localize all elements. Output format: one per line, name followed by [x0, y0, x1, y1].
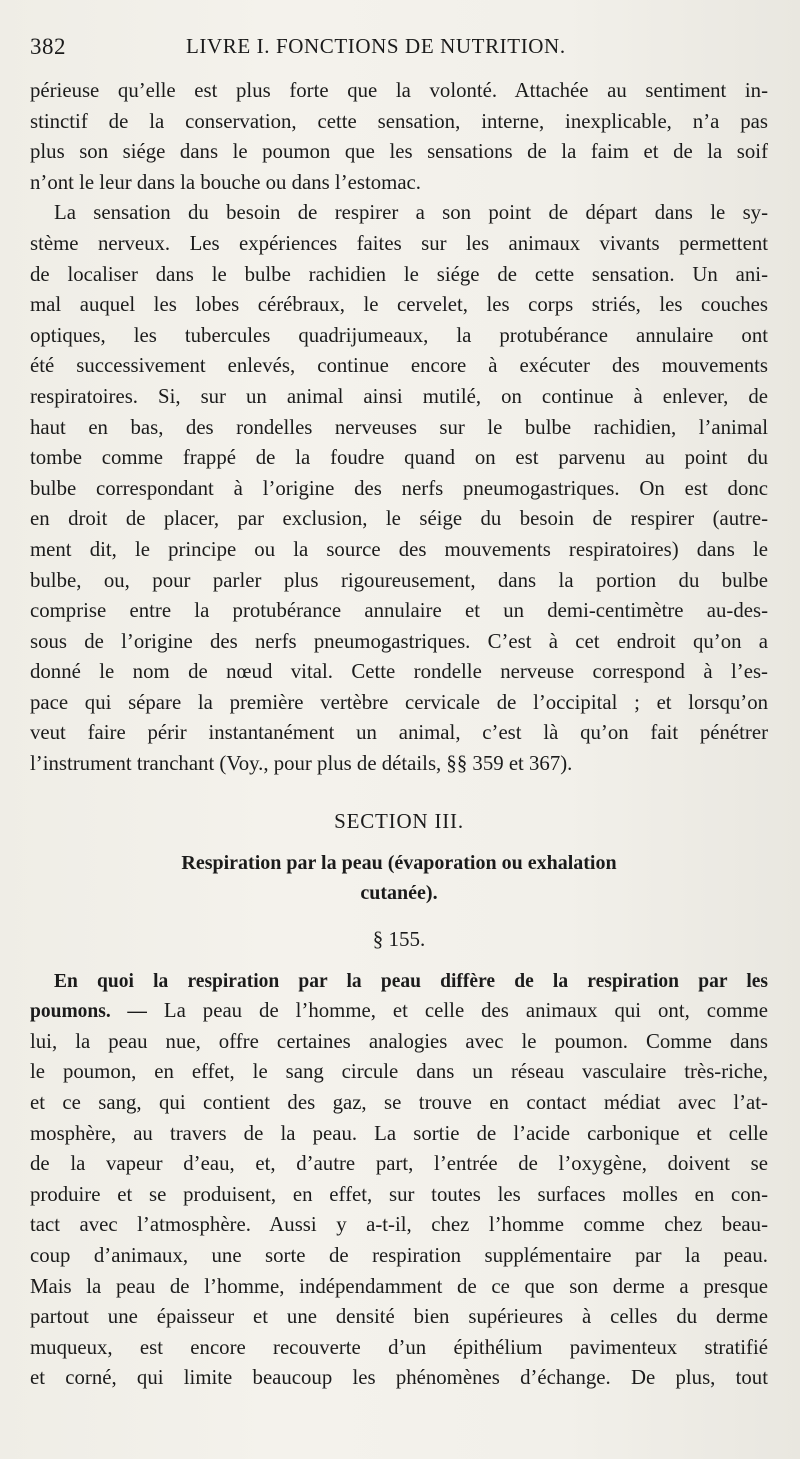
- text-line: haut en bas, des rondelles nerveuses sur le bulbe rachidien, l’animal: [30, 415, 768, 439]
- paragraph-number: § 155.: [372, 926, 426, 951]
- text-line: et ce sang, qui contient des gaz, se trouve en contact médiat avec l’at-: [30, 1091, 768, 1115]
- text-line: Mais la peau de l’homme, indépendamment de ce que son derme a presque: [30, 1274, 768, 1298]
- text-line: veut faire périr instantanément un animal, c’est là qu’on fait pénétrer: [30, 721, 768, 745]
- lead-heading: En quoi la respiration par la peau diffère de la respiration par les: [54, 970, 768, 992]
- text-line: ment dit, le principe ou la source des mouvements respiratoires) dans le: [30, 537, 768, 561]
- text-line: lui, la peau nue, offre certaines analogies avec le poumon. Comme dans: [30, 1029, 768, 1053]
- text-line: [30, 966, 768, 997]
- text-line: optiques, les tubercules quadrijumeaux, la protubérance annulaire ont: [30, 323, 768, 347]
- text-line: et corné, qui limite beaucoup les phénomènes d’échange. De plus, tout: [30, 1366, 768, 1390]
- page-number: 382: [30, 34, 66, 59]
- text-line: mosphère, au travers de la peau. La sortie de l’acide carbonique et celle: [30, 1121, 768, 1145]
- text-line: en droit de placer, par exclusion, le séige du besoin de respirer (autre-: [30, 507, 768, 531]
- section-heading: SECTION III.: [334, 808, 464, 833]
- text-line: respiratoires. Si, sur un animal ainsi mutilé, on continue à enlever, de: [30, 384, 768, 408]
- text-line: l’instrument tranchant (Voy., pour plus de détails, §§ 359 et 367).: [30, 752, 573, 776]
- page-header: [30, 34, 770, 70]
- paragraph-3: [30, 966, 768, 1394]
- text-line: de localiser dans le bulbe rachidien le siége de cette sensation. Un ani-: [30, 262, 768, 286]
- text-line: le poumon, en effet, le sang circule dans un réseau vasculaire très-riche,: [30, 1060, 768, 1084]
- section-title-line-2: cutanée).: [360, 881, 438, 904]
- text-line: stinctif de la conservation, cette sensation, interne, inexplicable, n’a pas: [30, 109, 768, 133]
- text-line: périeuse qu’elle est plus forte que la volonté. Attachée au sentiment in-: [30, 79, 768, 102]
- text-line: mal auquel les lobes cérébraux, le cervelet, les corps striés, les couches: [30, 293, 768, 317]
- text-line: plus son siége dans le poumon que les sensations de la faim et de la soif: [30, 140, 768, 164]
- text-line: été successivement enlevés, continue encore à exécuter des mouvements: [30, 354, 768, 378]
- paragraph-1: [30, 76, 768, 198]
- text-line: La sensation du besoin de respirer a son point de départ dans le sy-: [54, 201, 768, 225]
- text-line: n’ont le leur dans la bouche ou dans l’estomac.: [30, 170, 421, 194]
- text-line: tact avec l’atmosphère. Aussi y a-t-il, chez l’homme comme chez beau-: [30, 1213, 768, 1237]
- running-head: LIVRE I. FONCTIONS DE NUTRITION.: [186, 34, 566, 58]
- text-line: comprise entre la protubérance annulaire et un demi-centimètre au-des-: [30, 599, 768, 623]
- text-line: de la vapeur d’eau, et, d’autre part, l’entrée de l’oxygène, doivent se: [30, 1152, 768, 1176]
- text-line: produire et se produisent, en effet, sur toutes les surfaces molles en con-: [30, 1182, 768, 1206]
- text-line: tombe comme frappé de la foudre quand on est parvenu au point du: [30, 446, 768, 470]
- lead-rest: La peau de l’homme, et celle des animaux qui ont, comme: [146, 999, 768, 1023]
- text-line: bulbe, ou, pour parler plus rigoureusement, dans la portion du bulbe: [30, 568, 768, 592]
- text-line: partout une épaisseur et une densité bien supérieures à celles du derme: [30, 1305, 768, 1329]
- section-spacer: [30, 780, 768, 802]
- section-title-line-1: Respiration par la peau (évaporation ou exhalation: [181, 851, 617, 874]
- text-line: stème nerveux. Les expériences faites sur les animaux vivants permettent: [30, 231, 768, 255]
- text-line: coup d’animaux, une sorte de respiration supplémentaire par la peau.: [30, 1244, 768, 1267]
- text-line: [30, 996, 768, 1027]
- text-line: bulbe correspondant à l’origine des nerfs pneumogastriques. On est donc: [30, 476, 768, 500]
- paragraph-2: [30, 198, 768, 779]
- text-block: [30, 76, 768, 1394]
- text-line: muqueux, est encore recouverte d’un épithélium pavimenteux stratifié: [30, 1335, 768, 1359]
- lead-heading-end: poumons. —: [30, 1001, 147, 1023]
- text-line: sous de l’origine des nerfs pneumogastriques. C’est à cet endroit qu’on a: [30, 629, 768, 653]
- text-line: donné le nom de nœud vital. Cette rondelle nerveuse correspond à l’es-: [30, 660, 768, 684]
- text-line: pace qui sépare la première vertèbre cervicale de l’occipital ; et lorsqu’on: [30, 690, 768, 714]
